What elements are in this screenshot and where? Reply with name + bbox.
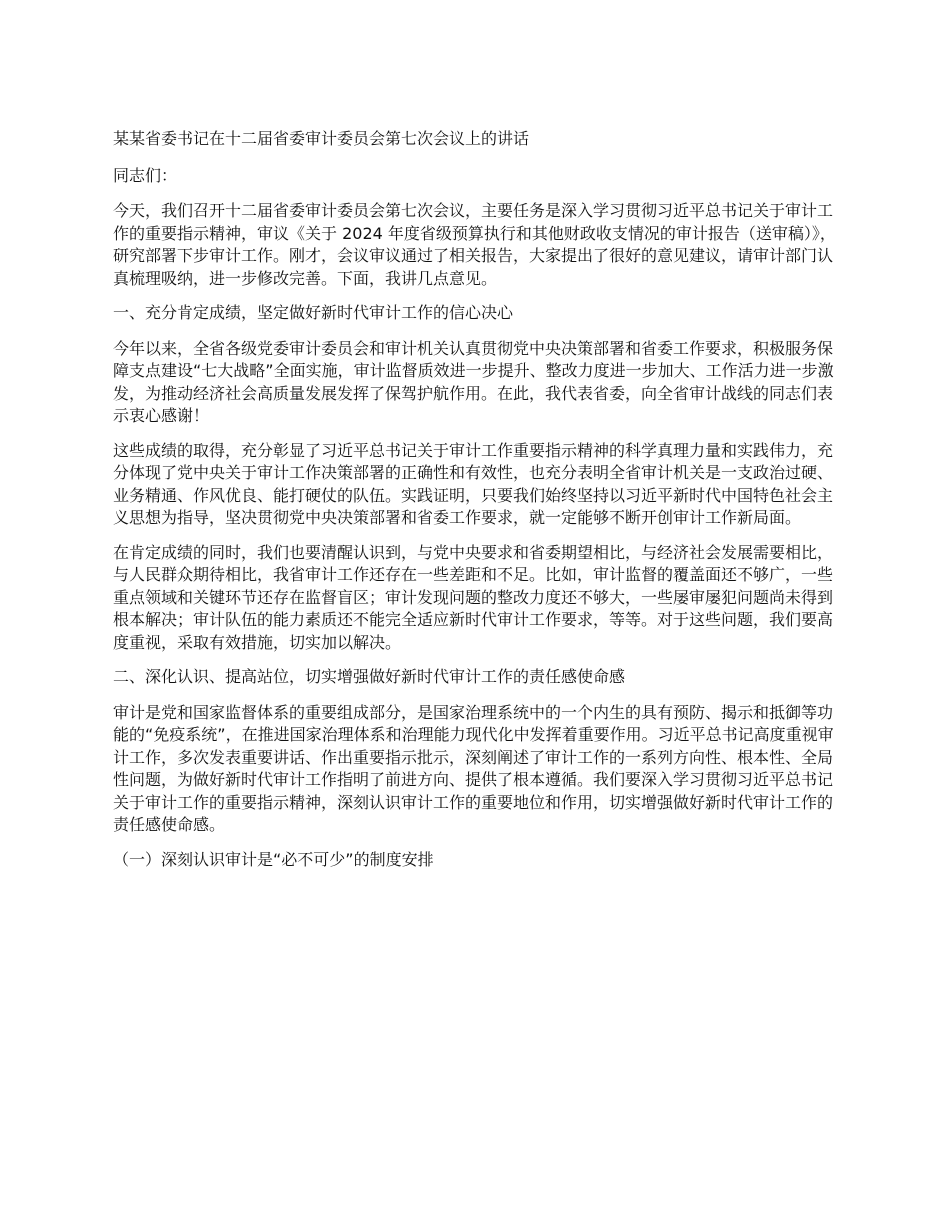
paragraph-shortcomings: 在肯定成绩的同时，我们也要清醒认识到，与党中央要求和省委期望相比，与经济社会发展需要相比，与人民群众期待相比，我省审计工作还存在一些差距和不足。比如，审计监督的覆盖面还不够广，一些重点领域和关键环节还存在监督盲区；审计发现问题的整改力度还不够大，一些屡审屡犯问题尚未得到根本解决；审计队伍的能力素质还不能完全适应新时代审计工作要求，等等。对于这些问题，我们要高度重视，采取有效措施，切实加以解决。 [113,542,834,652]
paragraph-achievements: 今年以来，全省各级党委审计委员会和审计机关认真贯彻党中央决策部署和省委工作要求，积极服务保障支点建设“七大战略”全面实施，审计监督质效进一步提升、整改力度进一步加大、工作活力进一步激发，为推动经济社会高质量发展发挥了保驾护航作用。在此，我代表省委，向全省审计战线的同志们表示衷心感谢！ [113,338,834,425]
section-heading-1: 一、充分肯定成绩，坚定做好新时代审计工作的信心决心 [113,303,514,322]
section-heading-2: 二、深化认识、提高站位，切实增强做好新时代审计工作的责任感使命感 [113,667,626,686]
document-title: 某某省委书记在十二届省委审计委员会第七次会议上的讲话 [113,129,530,148]
subsection-heading-1: （一）深刻认识审计是“必不可少”的制度安排 [113,849,434,869]
greeting-text: 同志们： [113,165,178,185]
paragraph-achievements-significance: 这些成绩的取得，充分彰显了习近平总书记关于审计工作重要指示精神的科学真理力量和实践伟力，充分体现了党中央关于审计工作决策部署的正确性和有效性，也充分表明全省审计机关是一支政治过硬、业务精通、作风优良、能打硬仗的队伍。实践证明，只要我们始终坚持以习近平新时代中国特色社会主义思想为指导，坚决贯彻党中央决策部署和省委工作要求，就一定能够不断开创审计工作新局面。 [113,440,834,527]
document-page [113,122,843,883]
paragraph-audit-role: 审计是党和国家监督体系的重要组成部分，是国家治理系统中的一个内生的具有预防、揭示和抵御等功能的“免疫系统”，在推进国家治理体系和治理能力现代化中发挥着重要作用。习近平总书记高度重视审计工作，多次发表重要讲话、作出重要指示批示，深刻阐述了审计工作的一系列方向性、根本性、全局性问题，为做好新时代审计工作指明了前进方向、提供了根本遵循。我们要深入学习贯彻习近平总书记关于审计工作的重要指示精神，深刻认识审计工作的重要地位和作用，切实增强做好新时代审计工作的责任感使命感。 [113,702,834,834]
paragraph-opening: 今天，我们召开十二届省委审计委员会第七次会议，主要任务是深入学习贯彻习近平总书记关于审计工作的重要指示精神，审议《关于 2024 年度省级预算执行和其他财政收支情况的审计报告（送审稿）》，研究部署下步审计工作。刚才，会议审议通过了相关报告，大家提出了很好的意见建议，请审计部门认真梳理吸纳，进一步修改完善。下面，我讲几点意见。 [113,201,836,288]
